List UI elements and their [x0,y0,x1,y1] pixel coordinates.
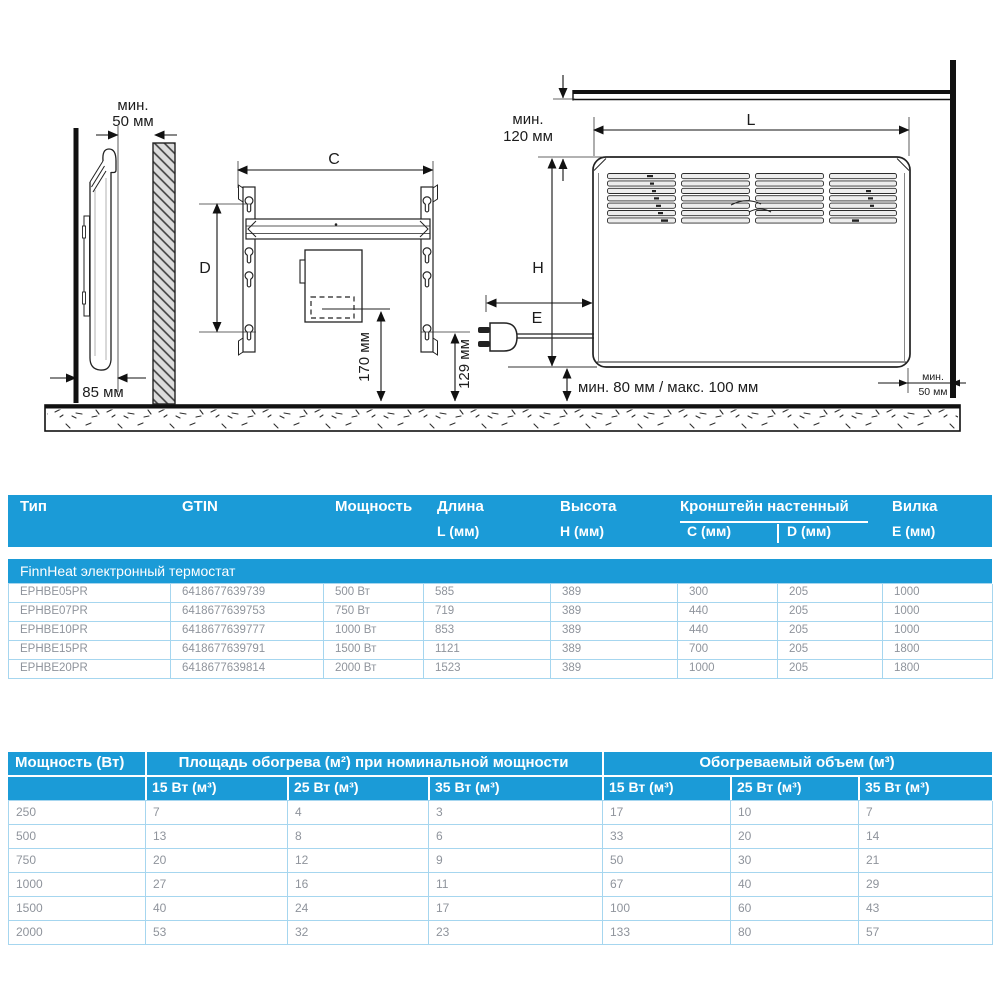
table-cell: 32 [288,921,429,945]
table-cell: 6 [429,825,603,849]
dim-label-e: E [531,310,543,327]
header-row-divider [8,775,992,777]
bracket-cd-divider [777,524,779,543]
table-cell: 7 [146,801,288,825]
table-cell: 389 [551,603,678,622]
col-header-bracket-group: Кронштейн настенный [680,498,849,515]
power-plug [478,323,594,351]
table-cell: 27 [146,873,288,897]
subheader-15w-area: 15 Вт (м³) [152,779,217,795]
table-cell: 205 [778,622,883,641]
table-cell: 1500 Вт [324,641,424,660]
dim-label-min50-left-1: мин. [117,97,149,114]
table-cell: 40 [731,873,859,897]
table-cell: 2000 Вт [324,660,424,679]
table-row [9,801,992,825]
table-cell: 389 [551,641,678,660]
dim-label-h: H [532,260,544,277]
dim-label-min120-2: 120 мм [503,128,553,145]
table-row [9,622,992,641]
heater-side-view [83,149,117,370]
table-cell: 17 [603,801,731,825]
table-cell: 12 [288,849,429,873]
col-header-bracket-d: D (мм) [787,523,832,539]
table-row [9,603,992,622]
installation-diagram [0,0,1000,460]
capacity-table-header [8,752,992,800]
table-cell: EPHBE10PR [9,622,171,641]
table-row [9,873,992,897]
table-cell: 21 [859,849,993,873]
table-cell: 7 [859,801,993,825]
table-cell: 440 [678,603,778,622]
subheader-col-divider [287,777,289,800]
table-cell: 67 [603,873,731,897]
table-cell: 700 [678,641,778,660]
table-cell: 13 [146,825,288,849]
product-spec-table [8,495,992,679]
table-cell: 80 [731,921,859,945]
table-cell: EPHBE07PR [9,603,171,622]
table-cell: 6418677639791 [171,641,324,660]
table-cell: 16 [288,873,429,897]
dim-label-85mm: 85 мм [82,384,124,401]
table-cell: 1800 [883,641,993,660]
table-cell: 20 [146,849,288,873]
heater-front-view [593,157,910,367]
table-cell: 6418677639753 [171,603,324,622]
table-row [9,660,992,679]
table-cell: 29 [859,873,993,897]
table-cell: 8 [288,825,429,849]
subheader-15w-volume: 15 Вт (м³) [609,779,674,795]
table-row [9,897,992,921]
dim-label-min50-left-2: 50 мм [112,113,154,130]
subheader-25w-volume: 25 Вт (м³) [737,779,802,795]
col-header-height: Высота [560,498,617,515]
table-cell: 1000 [883,584,993,603]
dim-label-129mm: 129 мм [456,339,473,389]
spacer-block [153,143,175,404]
table-cell: 133 [603,921,731,945]
col-header-length-unit: L (мм) [437,523,480,539]
subheader-col-divider [428,777,430,800]
table-cell: 440 [678,622,778,641]
col-header-plug: Вилка [892,498,938,515]
col-header-power: Мощность [335,498,413,515]
table-cell: 33 [603,825,731,849]
table-row [9,641,992,660]
table-cell: 30 [731,849,859,873]
dim-label-l: L [746,112,756,129]
table-cell: 6418677639739 [171,584,324,603]
table-cell: EPHBE05PR [9,584,171,603]
subheader-col-divider [858,777,860,800]
table-cell: 205 [778,584,883,603]
header-col-divider [145,752,147,800]
table-cell: 1800 [883,660,993,679]
table-cell: 17 [429,897,603,921]
table-cell: 205 [778,641,883,660]
heating-capacity-table [8,752,992,945]
col-header-power-w: Мощность (Вт) [15,754,125,771]
col-header-type: Тип [20,498,47,515]
subheader-35w-area: 35 Вт (м³) [435,779,500,795]
table-cell: 2000 [9,921,146,945]
table-cell: 20 [731,825,859,849]
table-cell: 50 [603,849,731,873]
table-cell: 100 [603,897,731,921]
table-cell: 1000 [9,873,146,897]
col-header-bracket-c: C (мм) [687,523,732,539]
table-cell: 60 [731,897,859,921]
table-cell: 1000 [678,660,778,679]
col-header-height-unit: H (мм) [560,523,605,539]
dim-label-min50-right-1: мин. [922,371,944,383]
table-row [9,825,992,849]
table-cell: 585 [424,584,551,603]
junction-box [300,250,390,322]
dim-label-170mm: 170 мм [356,332,373,382]
col-header-gtin: GTIN [182,498,218,515]
table-cell: 11 [429,873,603,897]
table-cell: 1523 [424,660,551,679]
table-cell: 500 [9,825,146,849]
table-cell: 43 [859,897,993,921]
table-row [9,849,992,873]
subheader-25w-area: 25 Вт (м³) [294,779,359,795]
table-cell: 6418677639814 [171,660,324,679]
dim-label-d: D [199,260,211,277]
table-cell: 500 Вт [324,584,424,603]
table-cell: 250 [9,801,146,825]
col-header-plug-unit: E (мм) [892,523,936,539]
table-cell: 205 [778,660,883,679]
spec-table-header [8,495,992,547]
table-cell: 9 [429,849,603,873]
table-cell: 1000 Вт [324,622,424,641]
spec-table-body [8,583,992,679]
table-cell: 389 [551,622,678,641]
table-cell: 40 [146,897,288,921]
table-cell: 750 [9,849,146,873]
table-cell: 1000 [883,622,993,641]
table-cell: 57 [859,921,993,945]
table-cell: 4 [288,801,429,825]
table-cell: 719 [424,603,551,622]
group-header-volume: Обогреваемый объем (м³) [699,754,895,771]
table-cell: 1000 [883,603,993,622]
table-cell: 14 [859,825,993,849]
table-cell: 24 [288,897,429,921]
table-cell: 1121 [424,641,551,660]
header-col-divider [602,752,604,800]
capacity-table-body [8,800,992,945]
header-gap [8,547,992,559]
table-cell: 10 [731,801,859,825]
table-cell: 300 [678,584,778,603]
table-cell: 23 [429,921,603,945]
floor [45,405,960,431]
subheader-35w-volume: 35 Вт (м³) [865,779,930,795]
group-header-area: Площадь обогрева (м²) при номинальной мощности [178,754,569,771]
table-row [9,584,992,603]
table-cell: EPHBE20PR [9,660,171,679]
table-cell: 53 [146,921,288,945]
table-cell: EPHBE15PR [9,641,171,660]
col-header-length: Длина [437,498,484,515]
subheader-col-divider [730,777,732,800]
table-row [9,921,992,945]
table-cell: 389 [551,660,678,679]
table-cell: 853 [424,622,551,641]
dim-label-floor-clearance: мин. 80 мм / макс. 100 мм [578,379,759,396]
dim-label-c: C [328,151,340,168]
table-cell: 3 [429,801,603,825]
table-cell: 205 [778,603,883,622]
dim-label-min50-right-2: 50 мм [918,386,948,398]
table-cell: 6418677639777 [171,622,324,641]
table-cell: 1500 [9,897,146,921]
table-cell: 750 Вт [324,603,424,622]
series-section-band: FinnHeat электронный термостат [8,559,992,583]
dim-label-min120-1: мин. [512,111,544,128]
shelf [573,90,951,101]
table-cell: 389 [551,584,678,603]
